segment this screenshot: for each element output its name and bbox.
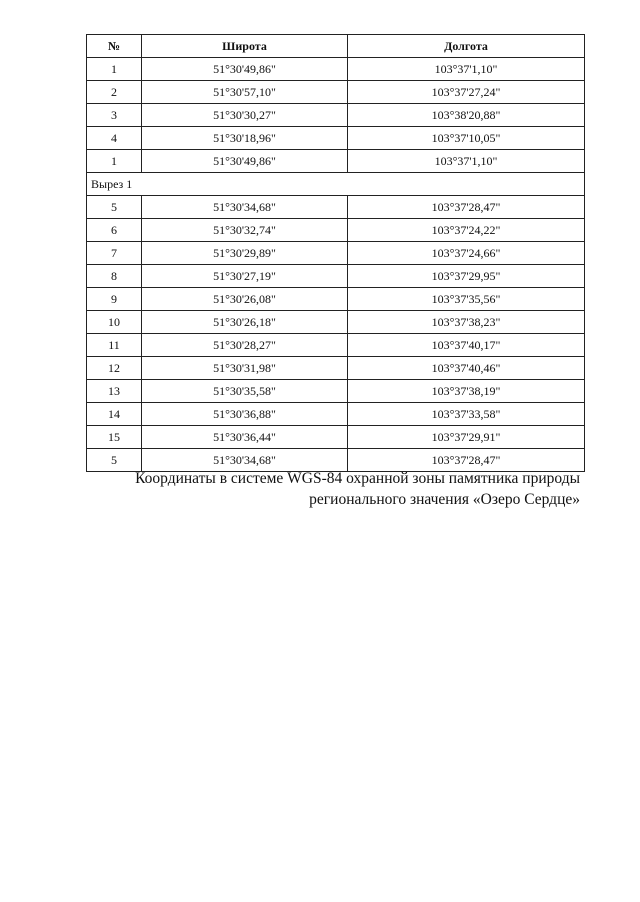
cell-number: 5 xyxy=(87,196,142,219)
cell-latitude: 51°30'57,10" xyxy=(142,81,348,104)
cell-latitude: 51°30'31,98" xyxy=(142,357,348,380)
table-row xyxy=(87,311,585,334)
coordinates-table xyxy=(86,34,585,472)
cell-longitude: 103°37'24,66" xyxy=(348,242,585,265)
cell-latitude: 51°30'32,74" xyxy=(142,219,348,242)
cell-number: 14 xyxy=(87,403,142,426)
cell-longitude: 103°37'29,95" xyxy=(348,265,585,288)
cell-number: 1 xyxy=(87,150,142,173)
cell-number: 13 xyxy=(87,380,142,403)
cell-longitude: 103°37'40,46" xyxy=(348,357,585,380)
cell-latitude: 51°30'34,68" xyxy=(142,196,348,219)
table-row xyxy=(87,104,585,127)
cell-longitude: 103°37'35,56" xyxy=(348,288,585,311)
table-section xyxy=(87,173,585,196)
table-row xyxy=(87,219,585,242)
cell-longitude: 103°37'38,23" xyxy=(348,311,585,334)
cell-number: 12 xyxy=(87,357,142,380)
cell-number: 7 xyxy=(87,242,142,265)
table-row xyxy=(87,380,585,403)
cell-longitude: 103°37'28,47" xyxy=(348,196,585,219)
cell-number: 3 xyxy=(87,104,142,127)
cell-longitude: 103°37'33,58" xyxy=(348,403,585,426)
cell-longitude: 103°37'27,24" xyxy=(348,81,585,104)
cell-longitude: 103°37'38,19" xyxy=(348,380,585,403)
cell-latitude: 51°30'36,44" xyxy=(142,426,348,449)
cell-longitude: 103°38'20,88" xyxy=(348,104,585,127)
header-latitude: Широта xyxy=(142,35,348,58)
cell-longitude: 103°37'1,10" xyxy=(348,58,585,81)
table-row xyxy=(87,242,585,265)
cell-number: 9 xyxy=(87,288,142,311)
cell-number: 6 xyxy=(87,219,142,242)
cell-number: 5 xyxy=(87,449,142,472)
cell-latitude: 51°30'18,96" xyxy=(142,127,348,150)
cell-number: 15 xyxy=(87,426,142,449)
table-row xyxy=(87,357,585,380)
cell-latitude: 51°30'26,08" xyxy=(142,288,348,311)
cell-latitude: 51°30'49,86" xyxy=(142,58,348,81)
table-row xyxy=(87,288,585,311)
cell-latitude: 51°30'28,27" xyxy=(142,334,348,357)
cell-longitude: 103°37'1,10" xyxy=(348,150,585,173)
caption-line-1: Координаты в системе WGS-84 охранной зоны памятника природы xyxy=(135,470,580,487)
table-body-main xyxy=(87,58,585,173)
header-number: № xyxy=(87,35,142,58)
cell-number: 2 xyxy=(87,81,142,104)
table-row xyxy=(87,403,585,426)
cell-longitude: 103°37'40,17" xyxy=(348,334,585,357)
table-row xyxy=(87,150,585,173)
cell-latitude: 51°30'30,27" xyxy=(142,104,348,127)
caption-line-2: регионального значения «Озеро Сердце» xyxy=(309,491,580,508)
cell-number: 8 xyxy=(87,265,142,288)
cell-number: 10 xyxy=(87,311,142,334)
table-row xyxy=(87,426,585,449)
cell-longitude: 103°37'28,47" xyxy=(348,449,585,472)
table-row xyxy=(87,265,585,288)
header-longitude: Долгота xyxy=(348,35,585,58)
table-row xyxy=(87,196,585,219)
caption xyxy=(120,468,580,510)
cell-longitude: 103°37'29,91" xyxy=(348,426,585,449)
cell-latitude: 51°30'29,89" xyxy=(142,242,348,265)
cell-latitude: 51°30'36,88" xyxy=(142,403,348,426)
table-body-cutout xyxy=(87,196,585,472)
cell-number: 4 xyxy=(87,127,142,150)
cell-number: 1 xyxy=(87,58,142,81)
table-row xyxy=(87,58,585,81)
cell-longitude: 103°37'10,05" xyxy=(348,127,585,150)
section-row xyxy=(87,173,585,196)
table-row xyxy=(87,127,585,150)
cell-latitude: 51°30'27,19" xyxy=(142,265,348,288)
table-row xyxy=(87,81,585,104)
table-header-row xyxy=(87,35,585,58)
cell-longitude: 103°37'24,22" xyxy=(348,219,585,242)
table-row xyxy=(87,334,585,357)
section-label: Вырез 1 xyxy=(87,173,585,196)
cell-number: 11 xyxy=(87,334,142,357)
cell-latitude: 51°30'34,68" xyxy=(142,449,348,472)
cell-latitude: 51°30'35,58" xyxy=(142,380,348,403)
cell-latitude: 51°30'26,18" xyxy=(142,311,348,334)
cell-latitude: 51°30'49,86" xyxy=(142,150,348,173)
